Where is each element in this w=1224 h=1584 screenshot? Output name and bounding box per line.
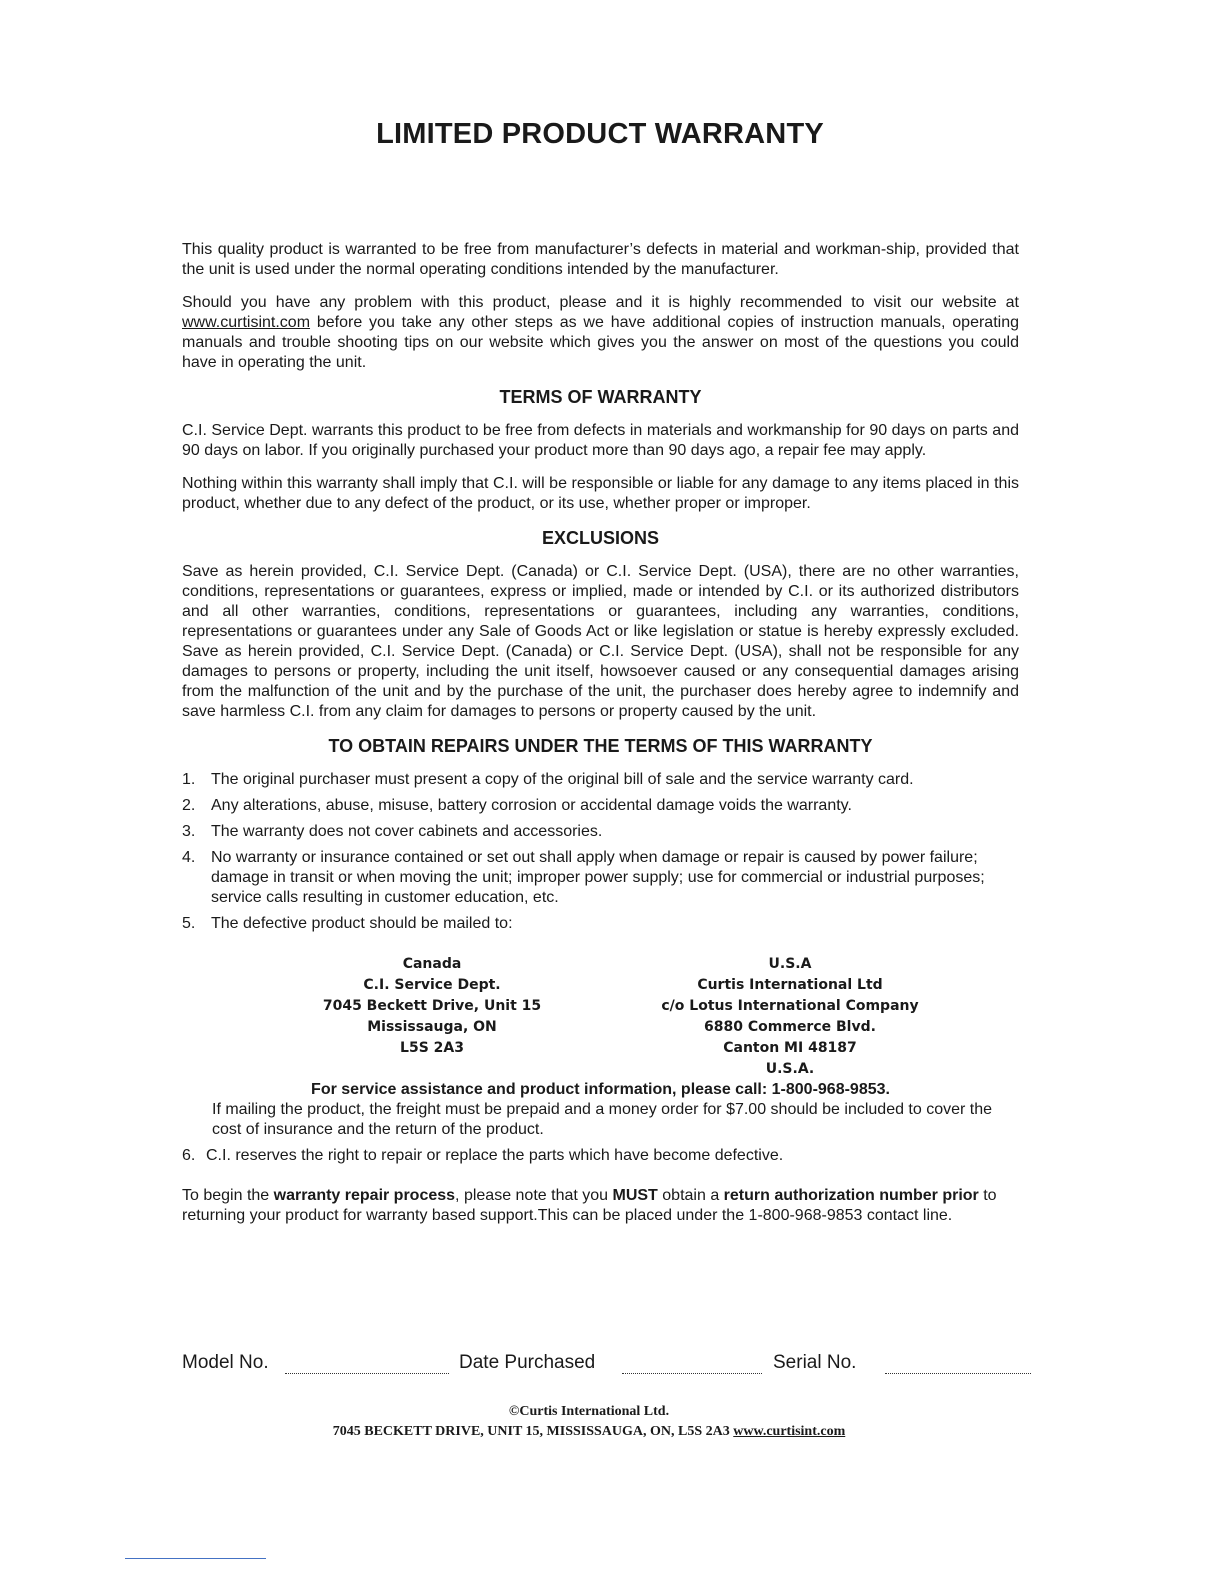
canada-address: Canada C.I. Service Dept. 7045 Beckett Drive, Unit 15 Mississauga, ON L5S 2A3 [322,956,542,1056]
list-item: 1. The original purchaser must present a copy of the original bill of sale and the service warranty card. [182,771,914,788]
website-text-before: Should you have any problem with this product, please and it is highly recommended to visit our website at [182,294,1019,311]
list-item: 3. The warranty does not cover cabinets and accessories. [182,823,603,840]
page-title: LIMITED PRODUCT WARRANTY [376,118,824,150]
intro-paragraph: This quality product is warranted to be free from manufacturer’s defects in material and workman-ship, provided that the unit is used under the normal operating conditions intended by the manufacturer. [182,241,1019,278]
product-info-fields [182,1352,1032,1378]
usa-address: U.S.A Curtis International Ltd c/o Lotus International Company 6880 Commerce Blvd. Canton MI 48187 U.S.A. [661,956,919,1077]
footer-website-link[interactable]: www.curtisint.com [733,1424,846,1439]
list-item: 6. C.I. reserves the right to repair or replace the parts which have become defective. [182,1147,784,1164]
website-paragraph [182,293,1019,373]
list-item: 5. The defective product should be mailed to: [182,915,513,932]
repairs-list [182,770,1019,934]
website-link[interactable]: www.curtisint.com [182,314,311,331]
date-purchased-label: Date Purchased [459,1352,596,1373]
date-purchased-field[interactable] [622,1373,762,1374]
serial-number-field[interactable] [885,1373,1031,1374]
model-number-field[interactable] [285,1373,449,1374]
footer [0,1402,1178,1442]
terms-paragraph-1: C.I. Service Dept. warrants this product to be free from defects in materials and workmanship for 90 days on parts and 90 days on labor. If you originally purchased your product more than 90 days ago, a repair fee may apply. [182,422,1019,459]
terms-paragraph-2: Nothing within this warranty shall imply that C.I. will be responsible or liable for any damage to any items placed in this product, whether due to any defect of the product, or its use, whether proper or improper. [182,475,1019,512]
exclusions-heading: EXCLUSIONS [541,528,660,548]
copyright-line: ©Curtis International Ltd. [508,1404,670,1419]
terms-heading: TERMS OF WARRANTY [499,387,702,407]
mailing-addresses [182,954,1019,1080]
list-item: 2. Any alterations, abuse, misuse, battery corrosion or accidental damage voids the warranty. [182,797,852,814]
footnote-divider [125,1558,266,1559]
exclusions-paragraph: Save as herein provided, C.I. Service Dept. (Canada) or C.I. Service Dept. (USA), there are no other warranties, conditions, representations or guarantees, express or implied, made or intended by C.I. or its authorized distributors and all other warranties, conditions, representations or guarantees, including any warranties, conditions, representations or guarantees under any Sale of Goods Act or like legislation or statue is hereby expressly excluded. Save as herein provided, C.I. Service Dept. (Canada) or C.I. Service Dept. (USA), shall not be responsible for any damages to persons or property, including the unit itself, howsoever caused or any consequential damages arising from the malfunction of the unit and by the purchase of the unit, the purchaser does hereby agree to indemnify and save harmless C.I. from any claim for damages to persons or property caused by the unit. [182,563,1019,720]
mailing-note: If mailing the product, the freight must be prepaid and a money order for $7.00 should be included to cover the cost of insurance and the return of the product. [212,1101,993,1138]
warranty-body [182,240,1019,1226]
service-phone-line: For service assistance and product information, please call: 1-800-968-9853. [311,1081,890,1098]
model-number-label: Model No. [182,1352,269,1373]
repairs-heading: TO OBTAIN REPAIRS UNDER THE TERMS OF THIS WARRANTY [328,736,873,756]
warranty-process-paragraph: To begin the warranty repair process, please note that you MUST obtain a return authorization number prior to returning your product for warranty based support.This can be placed under the 1-800-968-9853 contact line. [182,1187,997,1224]
list-item: 4. No warranty or insurance contained or set out shall apply when damage or repair is caused by power failure; damage in transit or when moving the unit; improper power supply; use for commercial or industrial purposes; service calls resulting in customer education, etc. [182,849,985,906]
company-address-line: 7045 BECKETT DRIVE, UNIT 15, MISSISSAUGA, ON, L5S 2A3 www.curtisint.com [332,1424,846,1439]
website-text-after: before you take any other steps as we have additional copies of instruction manuals, operating manuals and trouble shooting tips on our website which gives you the answer on most of the questions you could have in operating the unit. [182,314,1019,371]
serial-number-label: Serial No. [773,1352,857,1373]
